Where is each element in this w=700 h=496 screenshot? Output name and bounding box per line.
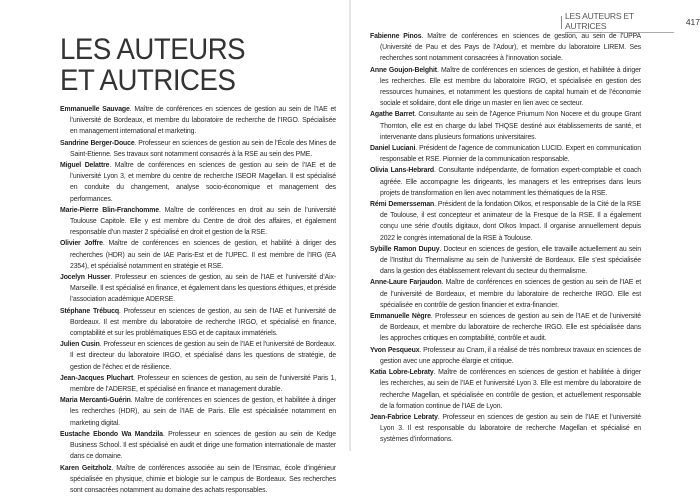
author-name: Marie-Pierre Blin-Franchomme [60, 207, 159, 214]
author-name: Agathe Barret [370, 111, 414, 118]
page-number: 417 [686, 17, 700, 27]
author-name: Sandrine Berger-Douce [60, 140, 135, 147]
author-bio: . Maître de conférences en sciences de gestion, au sein de l’UPPA (Université de Pau et des Pays de l’Adour), et membre du laboratoire LIREM. Ses recherches sont notamment consacrées à l’innovation sociale. [380, 33, 641, 62]
header-rule [561, 16, 562, 29]
author-name: Jean-Fabrice Lebraty [370, 414, 438, 421]
author-bio: . Maître de conférences en sciences de gestion, et habilitée à diriger les recherches. Elle est membre du laboratoire IRGO, et spécialisée en gestion des ressources humaines, et notamment les questions de capital humain et de l’économie sociale et solidaire, dont elle dirige un master en lien avec ce secteur. [380, 67, 641, 108]
author-entry [60, 205, 336, 239]
author-entry [370, 412, 641, 446]
author-name: Olivier Joffre [60, 240, 103, 247]
author-list-right [370, 31, 641, 446]
author-entry [60, 429, 336, 463]
author-name: Julien Cusin [60, 341, 100, 348]
author-bio: . Maître de conférences en droit au sein de l’université Toulouse Capitole. Elle y est membre du Centre de droit des affaires, et également responsable d’un master 2 spécialisé en droit et gestion de la RSE. [70, 207, 336, 236]
title-line-2: ET AUTRICES [60, 64, 235, 97]
author-name: Eustache Ebondo Wa Mandzila [60, 431, 163, 438]
author-entry [60, 373, 336, 395]
author-entry [60, 104, 336, 138]
author-bio: . Président de la fondation Oïkos, et responsable de la Cité de la RSE de Toulouse, il est concepteur et animateur de la Fresque de la RSE. Il a également conçu une série d’outils digitaux, dont Oïkos Impact. Il organise annuellement depuis 2022 le congrès international de la RSE à Toulouse. [380, 201, 641, 242]
author-entry [60, 238, 336, 272]
author-entry [370, 367, 641, 412]
author-name: Karen Geitzholz [60, 465, 111, 472]
author-name: Daniel Luciani [370, 145, 415, 152]
author-bio: . Professeur en sciences de gestion au sein de l’École des Mines de Saint-Etienne. Ses travaux sont notamment consacrés à la RSE au sein des PME. [70, 140, 336, 158]
author-bio: . Maître de conférences associée au sein de l’Ensmac, école d’ingénieur spécialisée en physique, chimie et biologie sur le campus de Bordeaux. Ses recherches sont consacrées notamment au domaine des achats responsables. [70, 465, 336, 494]
author-name: Anne Goujon-Belghit [370, 67, 437, 74]
author-entry [60, 395, 336, 429]
running-title: LES AUTEURS ET AUTRICES [565, 11, 674, 33]
author-name: Sybille Ramon Dupuy [370, 246, 439, 253]
author-name: Fabienne Pinos [370, 33, 421, 40]
author-bio: . Professeur en sciences de gestion, au sein de l’IAE et l’université d’Aix-Marseille. Il est spécialisé en finance, et également dans les questions éthiques, et préside l’association académique ADERSE. [70, 274, 336, 303]
author-name: Jean-Jacques Pluchart [60, 375, 133, 382]
author-name: Miguel Delattre [60, 162, 109, 169]
author-bio: . Professeur en sciences de gestion au sein de Kedge Business School. Il est spécialisé en audit et dirige une formation internationale de master dans ce domaine. [70, 431, 336, 460]
author-bio: . Professeur en sciences de gestion au sein de l’IAE et l’université de Bordeaux. Il est directeur du laboratoire IRGO, et spécialisé dans les questions de stratégie, de gestion de l’échec et de résilience. [70, 341, 336, 370]
author-bio: . Maître de conférences en sciences de gestion au sein de l’IAE et de l’université de Bordeaux, et membre du laboratoire de recherche IRGO. Elle est spécialisée en contrôle de gestion financier et extra-financier. [380, 279, 641, 308]
author-entry [370, 109, 641, 143]
author-name: Olivia Lans-Hebrard [370, 167, 434, 174]
author-bio: . Professeur en sciences de gestion, au sein de l’université Paris 1, membre de l’ADERSE, et spécialisé en finance et management durable. [70, 375, 336, 393]
author-bio: . Docteur en sciences de gestion, elle travaille actuellement au sein de l’Institut du Thermalisme au sein de l’université de Bordeaux. Elle s’est spécialisée dans la gestion des établissement relevant du secteur du thermalisme. [380, 246, 641, 275]
author-bio: . Professeur en sciences de gestion au sein de l’IAE et l’université Lyon 3. Il est responsable du laboratoire de recherche Magellan et spécialisé en systèmes d’informations. [380, 414, 641, 443]
author-name: Emmanuelle Nègre [370, 313, 431, 320]
author-entry [60, 160, 336, 205]
author-bio: . Professeur en sciences de gestion, au sein de l’IAE et l’université de Bordeaux. Il est membre du laboratoire de recherche IRGO, et spécialisé en finance, comptabilité et sur les problématiques ESG et de capitaux immatériels. [70, 308, 336, 337]
author-entry [370, 143, 641, 165]
author-bio: . Consultante indépendante, de formation expert-comptable et coach agréée. Elle accompagne les dirigeants, les managers et les entreprises dans leurs projets de transformation en lien avec notamment les thématiques de la RSE. [380, 167, 641, 196]
author-name: Jocelyn Husser [60, 274, 110, 281]
author-entry [60, 339, 336, 373]
author-bio: . Maître de conférences en sciences de gestion, et habilité à diriger des recherches (HDR) au sein de IAE Paris-Est et de l’UPEC. Il est membre de l’IRG (EA 2354), et spécialisé notamment en stratégie et RSE. [70, 240, 336, 269]
author-entry [60, 272, 336, 306]
author-name: Yvon Pesqueux [370, 347, 419, 354]
author-bio: . Maître de conférences en sciences de gestion au sein de l’IAE et de l’université Lyon 3, et membre du centre de recherche ISEOR Magellan. Il est spécialisé en conduite du changement, analyse socio-économique et management des performances. [70, 162, 336, 203]
author-entry [60, 306, 336, 340]
author-entry [370, 311, 641, 345]
author-entry [370, 65, 641, 110]
author-entry [370, 345, 641, 367]
author-bio: . Président de l’agence de communication LUCID. Expert en communication responsable et RSE. Pionnier de la communication responsable. [380, 145, 641, 163]
author-entry [60, 138, 336, 160]
page-title [60, 34, 245, 96]
author-name: Katia Lobre-Lebraty [370, 369, 434, 376]
running-header [561, 11, 700, 33]
right-page [351, 0, 700, 451]
author-bio: . Maître de conférences en sciences de gestion, et habilitée à diriger les recherches (HDR), au sein de l’IAE de Paris. Elle est spécialisée notamment en marketing digital. [70, 397, 336, 426]
title-line-1: LES AUTEURS [60, 33, 245, 66]
left-page [0, 0, 349, 451]
author-entry [370, 277, 641, 311]
author-name: Emmanuelle Sauvage [60, 106, 130, 113]
author-list-left [60, 104, 336, 496]
author-bio: . Maître de conférences en sciences de gestion au sein de l’IAE et l’université de Bordeaux, et membre du laboratoire de recherche de l’IRGO. Spécialisée en management international et marketing. [70, 106, 336, 135]
author-entry [370, 199, 641, 244]
author-name: Maria Mercanti-Guérin [60, 397, 131, 404]
author-entry [370, 31, 641, 65]
author-entry [370, 165, 641, 199]
author-name: Stéphane Trébucq [60, 308, 119, 315]
author-bio: . Professeur en sciences de gestion au sein de l’IAE et de l’université de Bordeaux, et membre du laboratoire de recherche IRGO. Elle est spécialisée dans les approches critiques en comptabilité, contrôle et audit. [380, 313, 641, 342]
author-name: Rémi Demersseman [370, 201, 434, 208]
author-entry [370, 244, 641, 278]
author-entry [60, 463, 336, 496]
author-bio: . Maître de conférences en sciences de gestion et habilitée à diriger les recherches, au sein de l’IAE et l’université Lyon 3. Elle est membre du laboratoire de recherche Magellan, et spécialisée en contrôle de gestion, et actuellement responsable de la formation continue de l’IAE de Lyon. [380, 369, 641, 410]
author-bio: . Consultante au sein de l’Agence Priumum Non Nocere et du groupe Grant Thornton, elle est en charge du label THQSE destiné aux établissements de santé, et intervenante dans plusieurs formations universitaires. [380, 111, 641, 140]
author-name: Anne-Laure Farjaudon [370, 279, 442, 286]
author-bio: . Professeur au Cnam, il a réalisé de très nombreux travaux en sciences de gestion avec une approche élargie et critique. [380, 347, 641, 365]
